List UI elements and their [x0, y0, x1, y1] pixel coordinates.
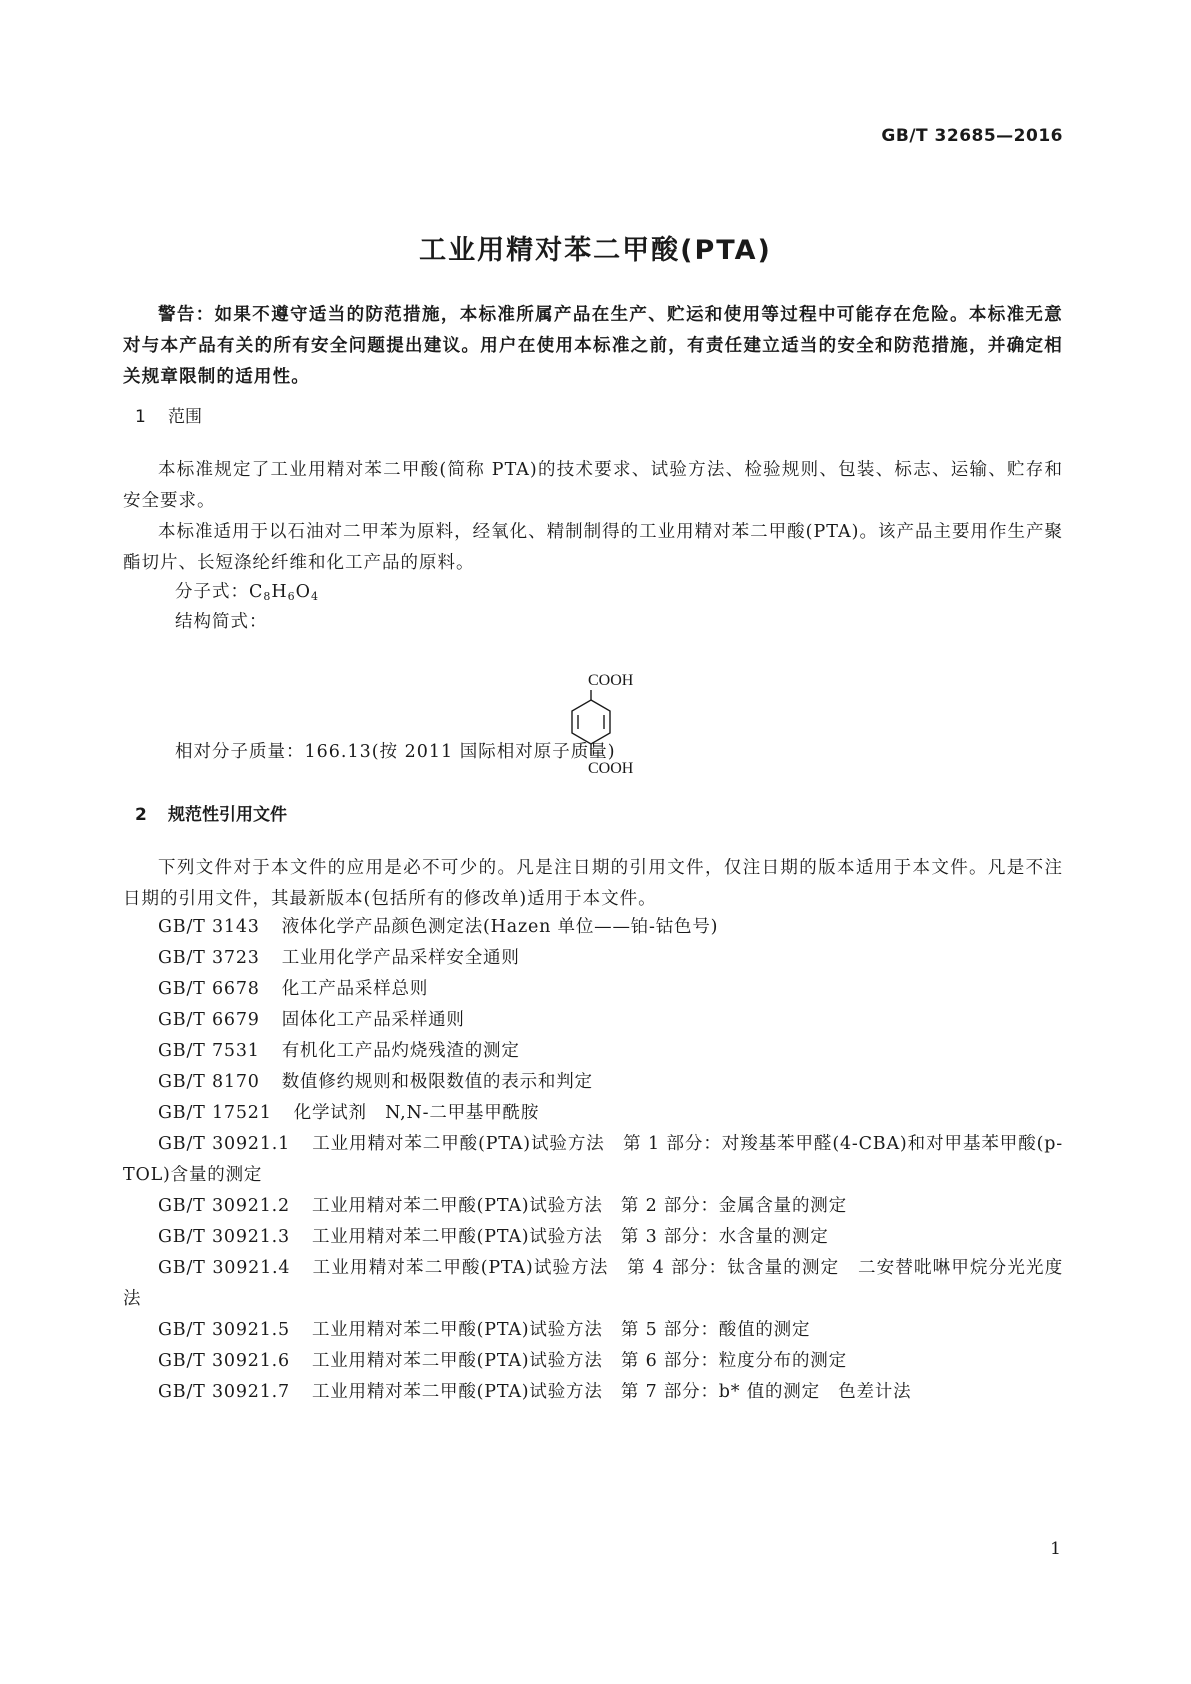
structure-label: 结构简式： [175, 612, 268, 632]
list-item [123, 1222, 1063, 1253]
reference-code: GB/T 30921.1 [158, 1134, 291, 1154]
section-number: 2 [135, 805, 147, 825]
reference-code: GB/T 30921.3 [158, 1227, 290, 1247]
section-title: 规范性引用文件 [168, 805, 287, 825]
reference-title: 化工产品采样总则 [281, 979, 429, 999]
section-title: 范围 [168, 407, 202, 427]
section-number: 1 [135, 407, 146, 427]
molecular-formula [175, 578, 319, 603]
document-title: 工业用精对苯二甲酸(PTA) [419, 235, 772, 266]
reference-title: 工业用精对苯二甲酸(PTA)试验方法 第 4 部分：钛含量的测定 二安替吡啉甲烷分光光度法 [123, 1258, 1063, 1309]
formula-o-count: 4 [311, 590, 320, 603]
benzene-ring-diagram [560, 670, 710, 790]
reference-title: 工业用精对苯二甲酸(PTA)试验方法 第 3 部分：水含量的测定 [311, 1227, 829, 1247]
reference-title: 数值修约规则和极限数值的表示和判定 [281, 1072, 593, 1092]
reference-code: GB/T 17521 [158, 1103, 272, 1123]
list-item [123, 1067, 1063, 1098]
top-carboxyl-group: COOH [588, 672, 634, 689]
warning-notice [123, 300, 1063, 393]
reference-code: GB/T 30921.5 [158, 1320, 290, 1340]
reference-title: 工业用精对苯二甲酸(PTA)试验方法 第 6 部分：粒度分布的测定 [311, 1351, 847, 1371]
formula-h-count: 6 [287, 590, 296, 603]
normative-intro: 下列文件对于本文件的应用是必不可少的。凡是注日期的引用文件，仅注日期的版本适用于本文件。凡是不注日期的引用文件，其最新版本(包括所有的修改单)适用于本文件。 [123, 858, 1063, 909]
reference-code: GB/T 30921.7 [158, 1382, 290, 1402]
relative-molecular-mass: 相对分子质量：166.13(按 2011 国际相对原子质量) [175, 742, 616, 762]
standard-code: GB/T 32685—2016 [881, 126, 1063, 146]
page-number: 1 [1050, 1539, 1061, 1559]
reference-code: GB/T 6678 [158, 979, 260, 999]
reference-title: 液体化学产品颜色测定法(Hazen 单位——铂-钴色号) [281, 917, 719, 937]
reference-code: GB/T 30921.2 [158, 1196, 290, 1216]
reference-code: GB/T 7531 [158, 1041, 260, 1061]
list-item [123, 974, 1063, 1005]
list-item [123, 1005, 1063, 1036]
reference-title: 工业用精对苯二甲酸(PTA)试验方法 第 5 部分：酸值的测定 [311, 1320, 811, 1340]
reference-title: 固体化工产品采样通则 [281, 1010, 465, 1030]
formula-c: C [249, 582, 264, 602]
reference-title: 工业用精对苯二甲酸(PTA)试验方法 第 2 部分：金属含量的测定 [311, 1196, 847, 1216]
formula-label: 分子式： [175, 582, 249, 602]
reference-code: GB/T 30921.4 [158, 1258, 291, 1278]
reference-title: 有机化工产品灼烧残渣的测定 [281, 1041, 520, 1061]
list-item [123, 912, 1063, 943]
warning-text: 警告：如果不遵守适当的防范措施，本标准所属产品在生产、贮运和使用等过程中可能存在危险。本标准无意对与本产品有关的所有安全问题提出建议。用户在使用本标准之前，有责任建立适当的安全和防范措施，并确定相关规章限制的适用性。 [123, 305, 1063, 387]
section-2-heading [135, 800, 287, 825]
list-item [123, 943, 1063, 974]
section-1-body [123, 455, 1063, 579]
reference-title: 工业用精对苯二甲酸(PTA)试验方法 第 1 部分：对羧基苯甲醛(4-CBA)和对甲基苯甲酸(p-TOL)含量的测定 [123, 1134, 1064, 1185]
section-1-heading [135, 402, 202, 427]
section-2-intro [123, 853, 1063, 915]
list-item [123, 1253, 1063, 1315]
reference-code: GB/T 6679 [158, 1010, 260, 1030]
scope-paragraph-2: 本标准适用于以石油对二甲苯为原料，经氧化、精制制得的工业用精对苯二甲酸(PTA)。该产品主要用作生产聚酯切片、长短涤纶纤维和化工产品的原料。 [123, 522, 1063, 573]
bottom-carboxyl-group: COOH [588, 760, 634, 777]
reference-title: 工业用精对苯二甲酸(PTA)试验方法 第 7 部分：b* 值的测定 色差计法 [311, 1382, 912, 1402]
list-item [123, 1036, 1063, 1067]
list-item [123, 1129, 1063, 1191]
reference-code: GB/T 3143 [158, 917, 260, 937]
formula-h: H [271, 582, 288, 602]
list-item [123, 1315, 1063, 1346]
list-item [123, 1191, 1063, 1222]
structural-formula [560, 670, 710, 790]
list-item [123, 1098, 1063, 1129]
reference-title: 化学试剂 N,N-二甲基甲酰胺 [293, 1103, 540, 1123]
list-item [123, 1346, 1063, 1377]
reference-title: 工业用化学产品采样安全通则 [281, 948, 520, 968]
list-item [123, 1377, 1063, 1408]
reference-list [123, 912, 1063, 1408]
formula-c-count: 8 [263, 590, 272, 603]
formula-o: O [295, 582, 312, 602]
scope-paragraph-1: 本标准规定了工业用精对苯二甲酸(简称 PTA)的技术要求、试验方法、检验规则、包装、标志、运输、贮存和安全要求。 [123, 460, 1063, 511]
reference-code: GB/T 30921.6 [158, 1351, 290, 1371]
reference-code: GB/T 3723 [158, 948, 260, 968]
reference-code: GB/T 8170 [158, 1072, 260, 1092]
